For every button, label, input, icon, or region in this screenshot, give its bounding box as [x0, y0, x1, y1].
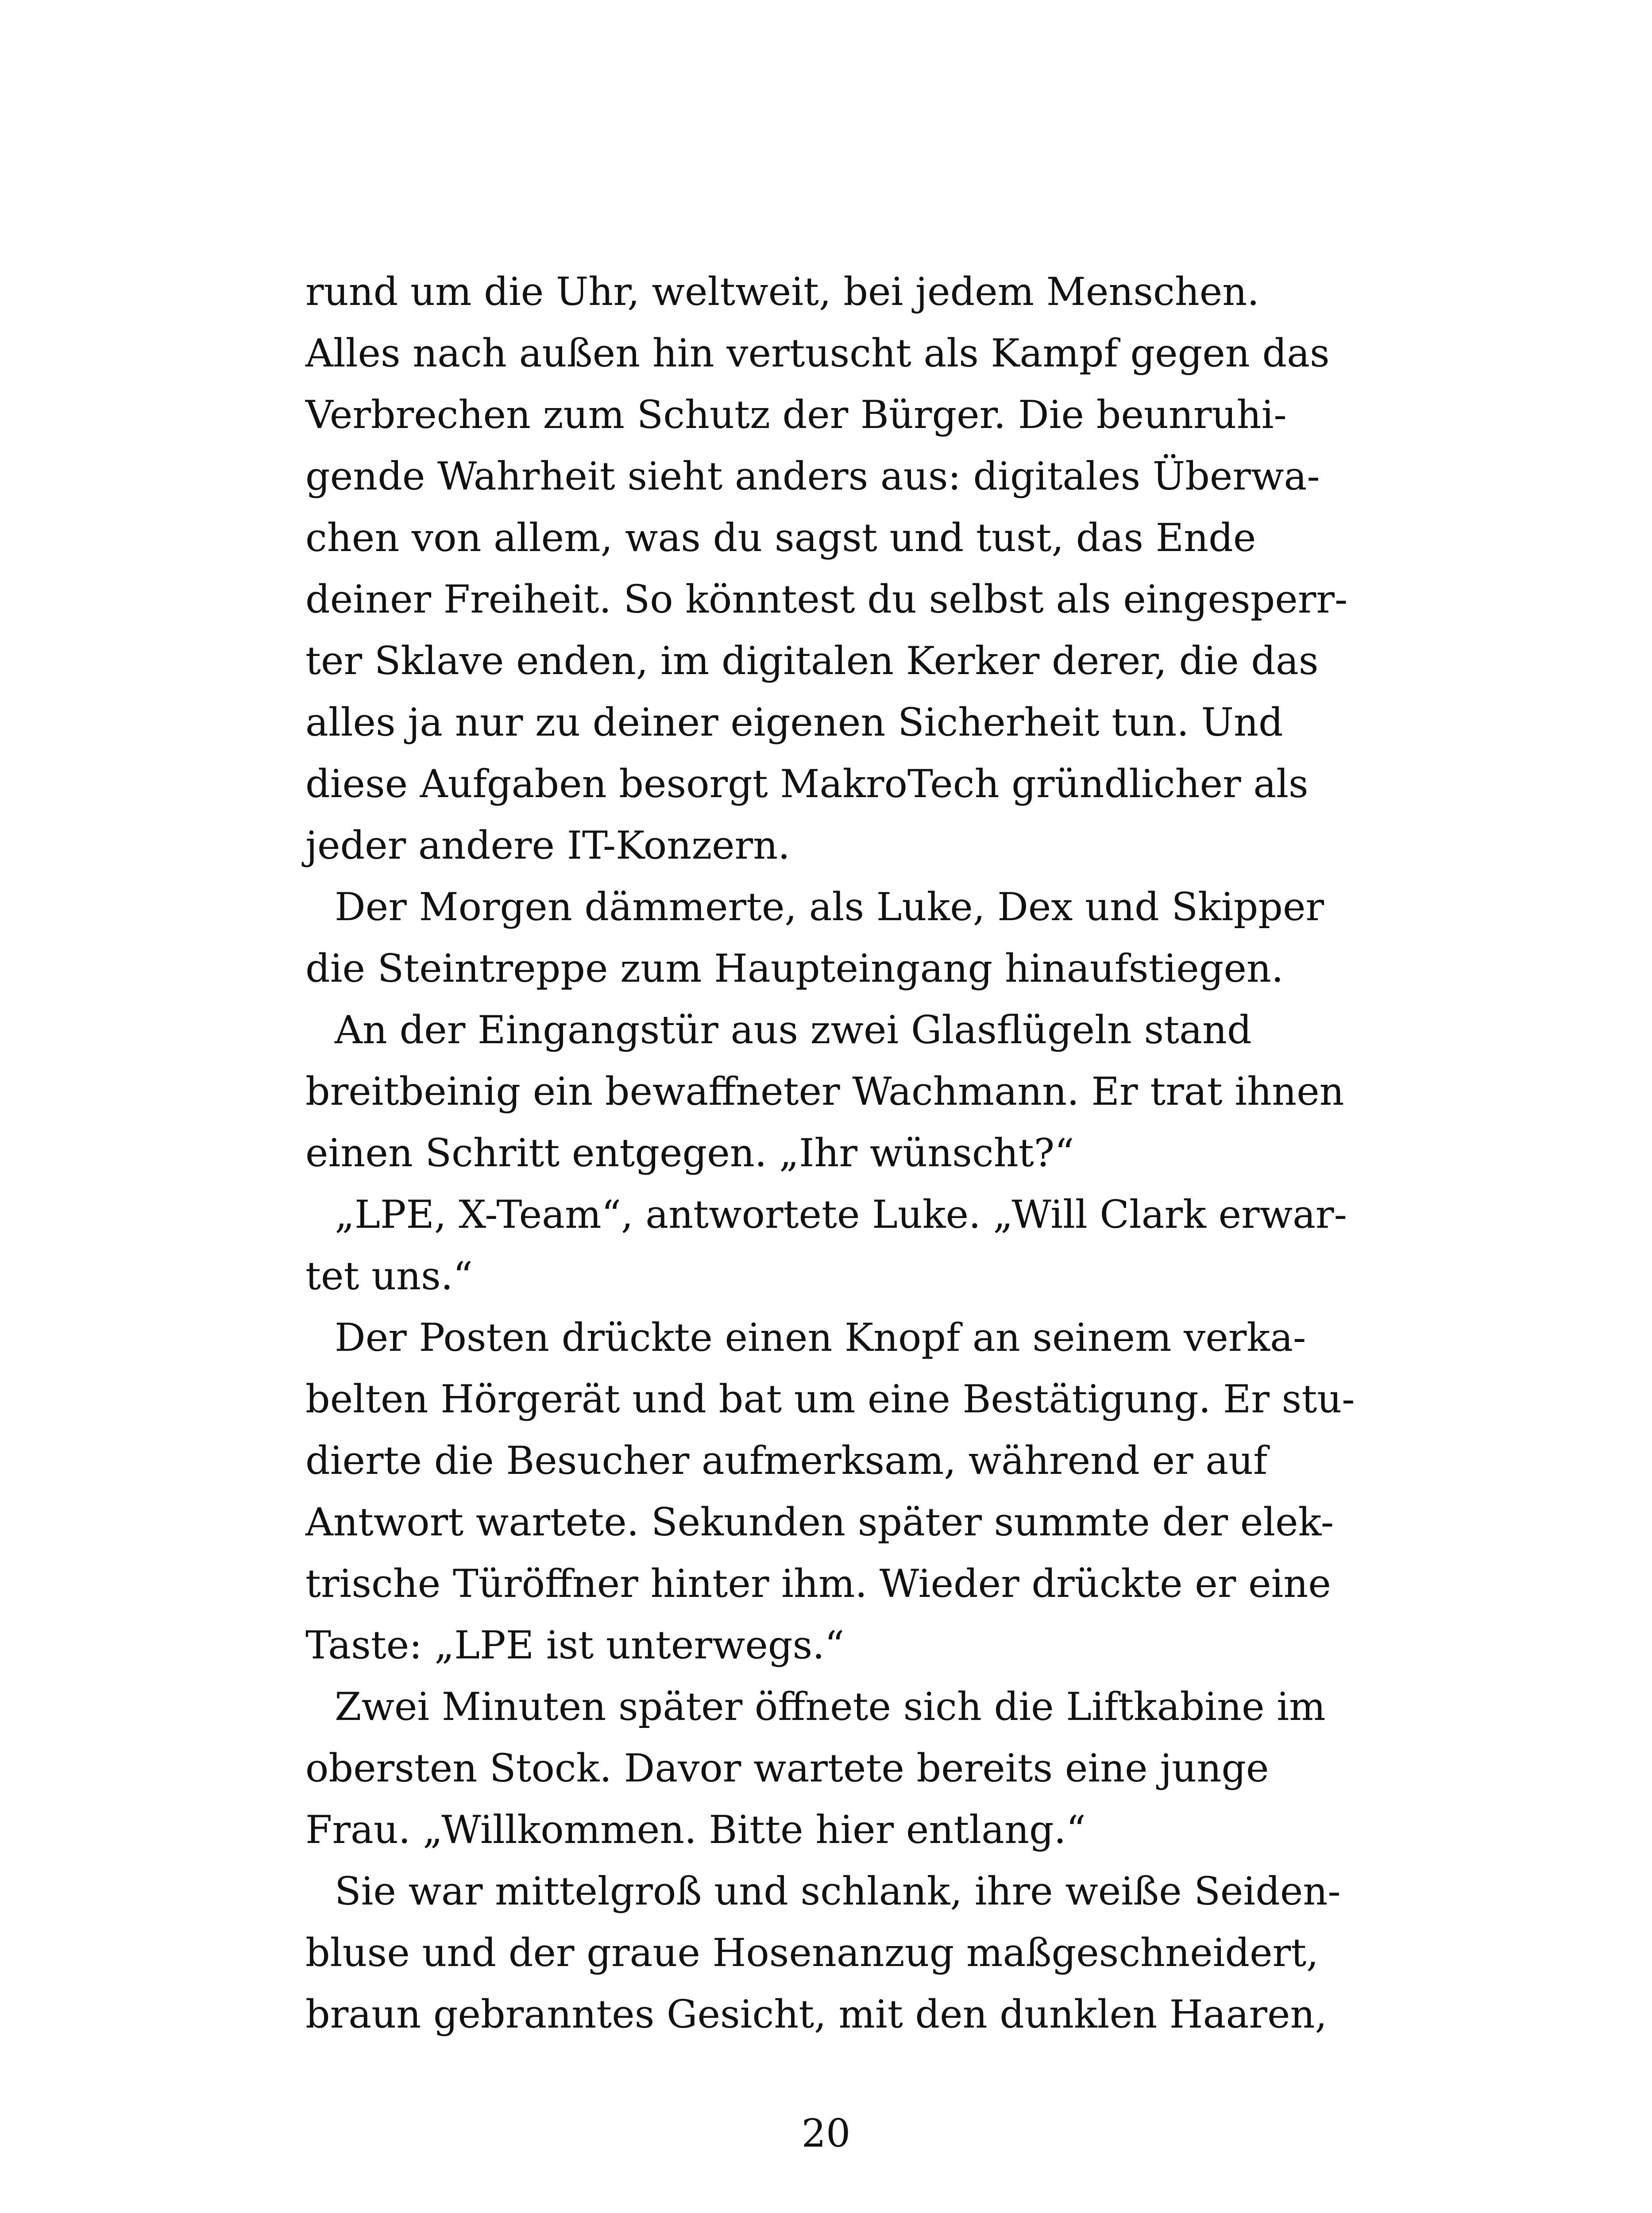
text-line: Antwort wartete. Sekunden später summte der elek- — [305, 1500, 1334, 1545]
paragraph-start-line: Der Posten drückte einen Knopf an seinem verka- — [335, 1315, 1306, 1360]
text-line: chen von allem, was du sagst und tust, das Ende — [305, 515, 1256, 560]
text-line: diese Aufgaben besorgt MakroTech gründlicher als — [305, 761, 1308, 806]
paragraph-start-line: An der Eingangstür aus zwei Glasflügeln stand — [335, 1007, 1252, 1053]
text-line: dierte die Besucher aufmerksam, während er auf — [305, 1438, 1268, 1483]
text-line: jeder andere IT-Konzern. — [305, 823, 790, 868]
text-line: bluse und der graue Hosenanzug maßgeschneidert, — [305, 1930, 1319, 1975]
text-line: gende Wahrheit sieht anders aus: digitales Überwa- — [305, 454, 1320, 499]
text-line: einen Schritt entgegen. „Ihr wünscht?“ — [305, 1130, 1074, 1176]
text-line: Taste: „LPE ist unterwegs.“ — [305, 1623, 845, 1668]
text-line: breitbeinig ein bewaffneter Wachmann. Er trat ihnen — [305, 1069, 1344, 1114]
text-line: Verbrechen zum Schutz der Bürger. Die beunruhi- — [305, 392, 1287, 437]
text-line: obersten Stock. Davor wartete bereits eine junge — [305, 1746, 1269, 1791]
body-text — [305, 261, 1368, 2045]
paragraph-start-line: „LPE, X-Team“, antwortete Luke. „Will Clark erwar- — [335, 1192, 1347, 1237]
text-line: belten Hörgerät und bat um eine Bestätigung. Er stu- — [305, 1376, 1355, 1422]
paragraph-start-line: Der Morgen dämmerte, als Luke, Dex und Skipper — [335, 884, 1324, 929]
text-line: Alles nach außen hin vertuscht als Kampf gegen das — [305, 331, 1330, 376]
paragraph-start-line: Zwei Minuten später öffnete sich die Liftkabine im — [335, 1684, 1326, 1729]
text-line: tet uns.“ — [305, 1253, 473, 1299]
text-line: Frau. „Willkommen. Bitte hier entlang.“ — [305, 1807, 1086, 1852]
text-line: trische Türöffner hinter ihm. Wieder drückte er eine — [305, 1561, 1331, 1606]
text-line: die Steintreppe zum Haupteingang hinaufstiegen. — [305, 946, 1284, 991]
paragraph-start-line: Sie war mittelgroß und schlank, ihre weiße Seiden- — [335, 1869, 1341, 1914]
text-line: ter Sklave enden, im digitalen Kerker derer, die das — [305, 638, 1319, 683]
text-line: deiner Freiheit. So könntest du selbst als eingesperr- — [305, 577, 1348, 622]
text-line: alles ja nur zu deiner eigenen Sicherheit tun. Und — [305, 700, 1283, 745]
page-number: 20 — [801, 2111, 851, 2156]
text-line: rund um die Uhr, weltweit, bei jedem Menschen. — [305, 269, 1259, 314]
text-line: braun gebranntes Gesicht, mit den dunklen Haaren, — [305, 1992, 1328, 2037]
